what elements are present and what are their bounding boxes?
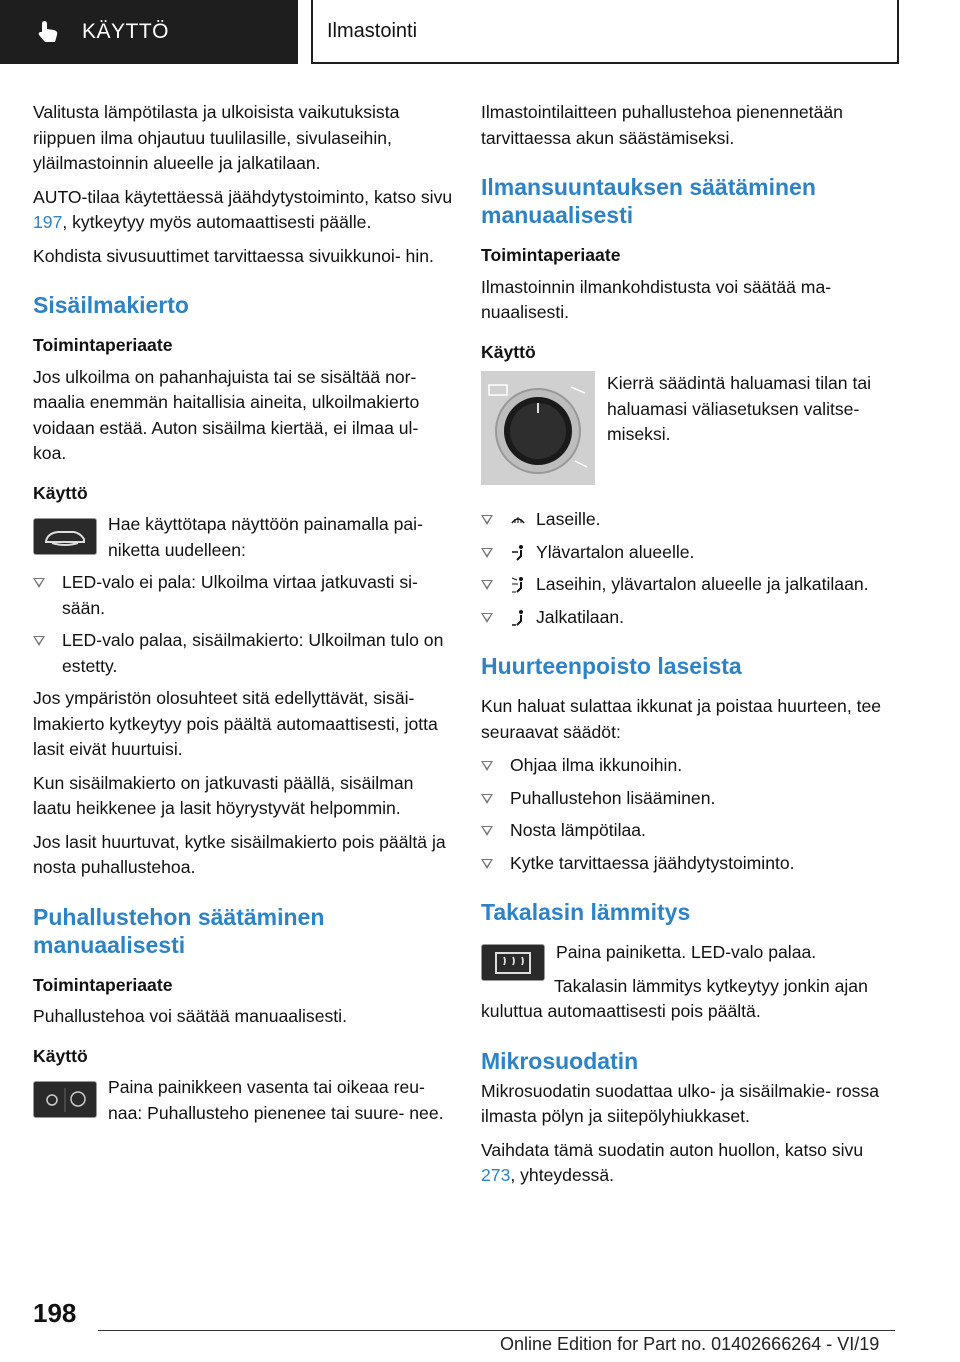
paragraph: Jos ympäristön olosuhteet sitä edellyttävät, sisäi- lmakierto kytkeytyy pois päältä automaattisesti, jotta lasit eivät huurtuisi.: [33, 688, 438, 759]
page-number: 198: [33, 1298, 77, 1328]
list-item: LED-valo ei pala: Ulkoilma virtaa jatkuvasti si- sään.: [33, 570, 453, 621]
windshield-icon: [510, 511, 526, 529]
air-distribution-knob-icon: [481, 371, 595, 485]
recirculation-instruction: [33, 512, 453, 564]
paragraph: Paina painikkeen vasenta tai oikeaa reu- naa: Puhallusteho pienenee tai suure- nee.: [108, 1077, 444, 1123]
list-item: Jalkatilaan.: [481, 605, 901, 631]
paragraph: Paina painiketta. LED-valo palaa.: [556, 942, 817, 962]
subheading: Toimintaperiaate: [33, 335, 173, 355]
heading-mikrosuodatin: Mikrosuodatin: [481, 1047, 639, 1074]
paragraph: Puhallustehoa voi säätää manuaalisesti.: [33, 1006, 347, 1026]
air-distribution-instruction: [481, 371, 901, 499]
upper-body-air-icon: [510, 544, 526, 562]
edition-note: Online Edition for Part no. 01402666264 - VI/19: [500, 1334, 880, 1354]
subheading: Käyttö: [33, 1045, 88, 1066]
section-label: KÄYTTÖ: [82, 20, 170, 43]
paragraph: Jos lasit huurtuvat, kytke sisäilmakierto pois päältä ja nosta puhallustehoa.: [33, 831, 446, 877]
subheading: Käyttö: [481, 341, 536, 362]
paragraph: Mikrosuodatin suodattaa ulko- ja sisäilmakie- rossa ilmasta pölyn ja siitepölyhiukkaset.: [481, 1080, 879, 1126]
page-link-273[interactable]: 273: [481, 1165, 511, 1185]
header-title-box: [311, 0, 899, 64]
heading-puhallustehon: Puhallustehon säätäminen manuaalisesti: [33, 903, 325, 958]
footwell-air-icon: [510, 609, 526, 627]
heading-takalasin: Takalasin lämmitys: [481, 899, 691, 925]
chapter-title: Ilmastointi: [327, 19, 418, 42]
subheading: Toimintaperiaate: [481, 245, 621, 265]
air-direction-list: [481, 507, 901, 630]
all-zones-air-icon: [510, 576, 526, 594]
list-item: Ylävartalon alueelle.: [481, 540, 901, 566]
paragraph: Hae käyttötapa näyttöön painamalla pai- niketta uudelleen:: [108, 514, 423, 560]
paragraph: Jos ulkoilma on pahanhajuista tai se sisältää nor- maalia enemmän haitallisia aineita, ulkoilmakierto voidaan estää. Auton sisäilma kiertää, ei ilmaa ul- koa.: [33, 366, 420, 463]
fan-instruction: [33, 1075, 453, 1127]
rear-window-heater-button-icon: [481, 944, 545, 981]
defrost-steps-list: [481, 753, 901, 876]
page-link-197[interactable]: 197: [33, 212, 63, 232]
rear-defrost-instruction: [481, 940, 901, 1025]
subheading: Käyttö: [33, 482, 88, 503]
heading-ilmansuuntauksen: Ilmansuuntauksen säätäminen manuaalisesti: [481, 174, 816, 228]
paragraph: AUTO-tilaa käytettäessä jäähdytystoiminto, katso sivu 197, kytkeytyy myös automaattisesti päälle.: [33, 186, 453, 232]
right-column: [481, 100, 901, 1197]
paragraph: Vaihdata tämä suodatin auton huollon, katso sivu 273, yhteydessä.: [481, 1139, 864, 1185]
recirculation-button-icon: [33, 518, 97, 555]
fan-speed-button-icon: [33, 1081, 97, 1118]
list-item: Ohjaa ilma ikkunoihin.: [481, 753, 901, 779]
hand-pointer-icon: [34, 18, 62, 46]
paragraph: Kohdista sivusuuttimet tarvittaessa sivuikkunoi- hin.: [33, 245, 434, 266]
list-item: Puhallustehon lisääminen.: [481, 786, 901, 812]
list-item: Laseihin, ylävartalon alueelle ja jalkatilaan.: [481, 572, 901, 598]
led-state-list: [33, 570, 453, 679]
subheading: Toimintaperiaate: [33, 974, 173, 995]
paragraph: Valitusta lämpötilasta ja ulkoisista vaikutuksista riippuen ilma ohjautuu tuulilasille, sivulaseihin, yläilmastoinnin alueelle ja jalkatilaan.: [33, 102, 400, 173]
paragraph: Kun haluat sulattaa ikkunat ja poistaa huurteen, tee seuraavat säädöt:: [481, 696, 882, 742]
list-item: Kytke tarvittaessa jäähdytystoiminto.: [481, 851, 901, 877]
header-section-tab: [0, 0, 298, 64]
paragraph: Kun sisäilmakierto on jatkuvasti päällä, sisäilman laatu heikkenee ja lasit höyrystyvät helpommin.: [33, 772, 414, 818]
paragraph: Kierrä säädintä haluamasi tilan tai haluamasi väliasetuksen valitse- miseksi.: [607, 373, 872, 444]
paragraph: Ilmastoinnin ilmankohdistusta voi säätää ma- nuaalisesti.: [481, 276, 832, 322]
list-item: Nosta lämpötilaa.: [481, 818, 901, 844]
list-item: LED-valo palaa, sisäilmakierto: Ulkoilman tulo on estetty.: [33, 628, 453, 679]
left-column: [33, 100, 453, 1127]
paragraph: Ilmastointilaitteen puhallustehoa pienennetään tarvittaessa akun säästämiseksi.: [481, 102, 843, 148]
heading-huurteenpoisto: Huurteenpoisto laseista: [481, 653, 742, 679]
paragraph: Takalasin lämmitys kytkeytyy jonkin ajan kuluttua automaattisesti pois päältä.: [481, 975, 868, 1021]
list-item: Laseille.: [481, 507, 901, 533]
footer-divider: [98, 1330, 895, 1331]
heading-sisailmakierto: Sisäilmakierto: [33, 292, 189, 318]
